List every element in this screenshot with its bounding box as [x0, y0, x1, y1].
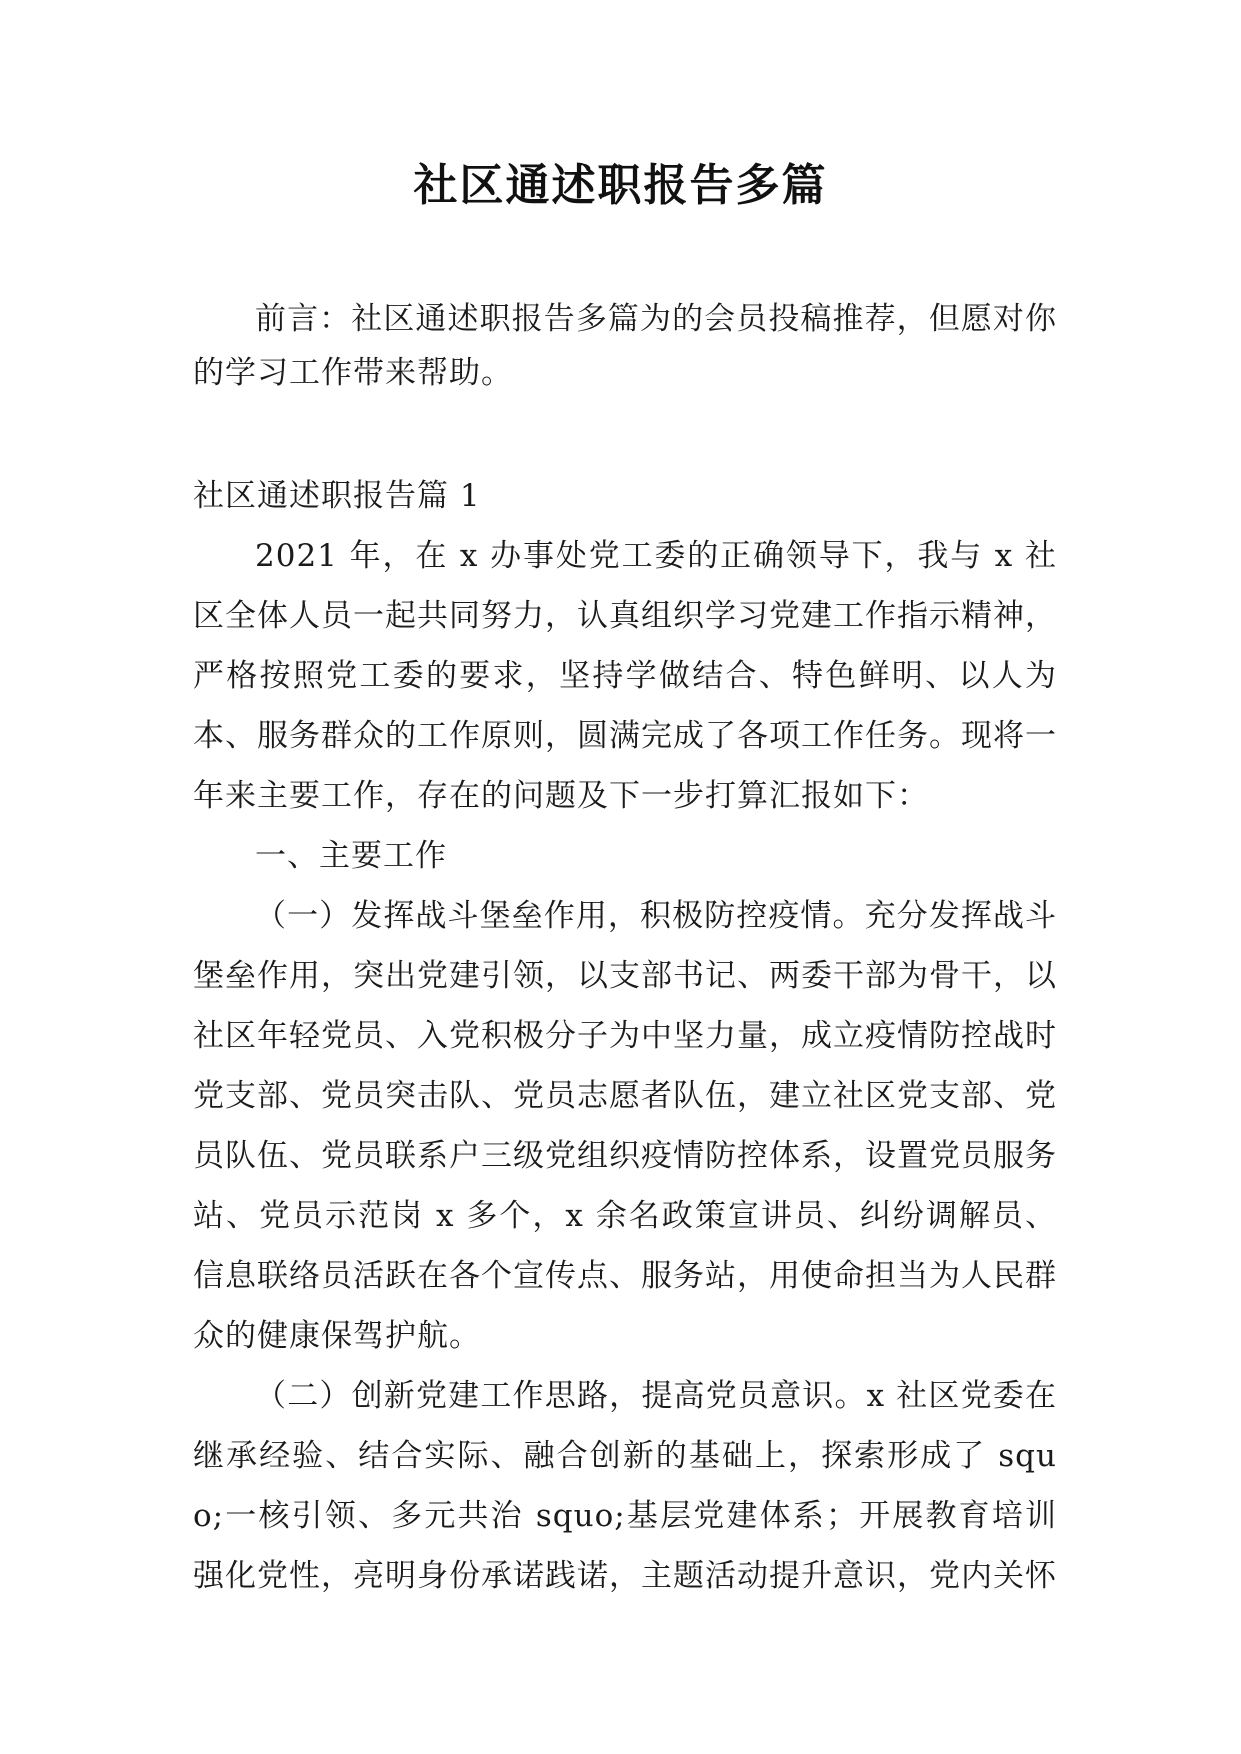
- preface-paragraph: 前言：社区通述职报告多篇为的会员投稿推荐，但愿对你的学习工作带来帮助。: [193, 301, 1057, 391]
- paragraph-item-1: （一）发挥战斗堡垒作用，积极防控疫情。充分发挥战斗堡垒作用，突出党建引领，以支部书记、两委干部为骨干，以社区年轻党员、入党积极分子为中坚力量，成立疫情防控战时党支部、党员突击队、党员志愿者队伍，建立社区党支部、党员队伍、党员联系户三级党组织疫情防控体系，设置党员服务站、党员示范岗 x 多个，x 余名政策宣讲员、纠纷调解员、信息联络员活跃在各个宣传点、服务站，用使命担当为人民群众的健康保驾护航。: [193, 898, 1057, 1354]
- paragraph-item-2: （二）创新党建工作思路，提高党员意识。x 社区党委在继承经验、结合实际、融合创新的基础上，探索形成了 squo;一核引领、多元共治 squo;基层党建体系；开展教育培训强化党性，亮明身份承诺践诺，主题活动提升意识，党内关怀: [193, 1378, 1057, 1594]
- section-heading: 社区通述职报告篇 1: [193, 478, 481, 514]
- paragraph-main-work-heading: 一、主要工作: [255, 838, 447, 874]
- document-body: [193, 466, 1057, 1606]
- paragraph-intro: 2021 年，在 x 办事处党工委的正确领导下，我与 x 社区全体人员一起共同努力，认真组织学习党建工作指示精神，严格按照党工委的要求，坚持学做结合、特色鲜明、以人为本、服务群众的工作原则，圆满完成了各项工作任务。现将一年来主要工作，存在的问题及下一步打算汇报如下：: [193, 538, 1057, 814]
- document-title: 社区通述职报告多篇: [413, 160, 828, 211]
